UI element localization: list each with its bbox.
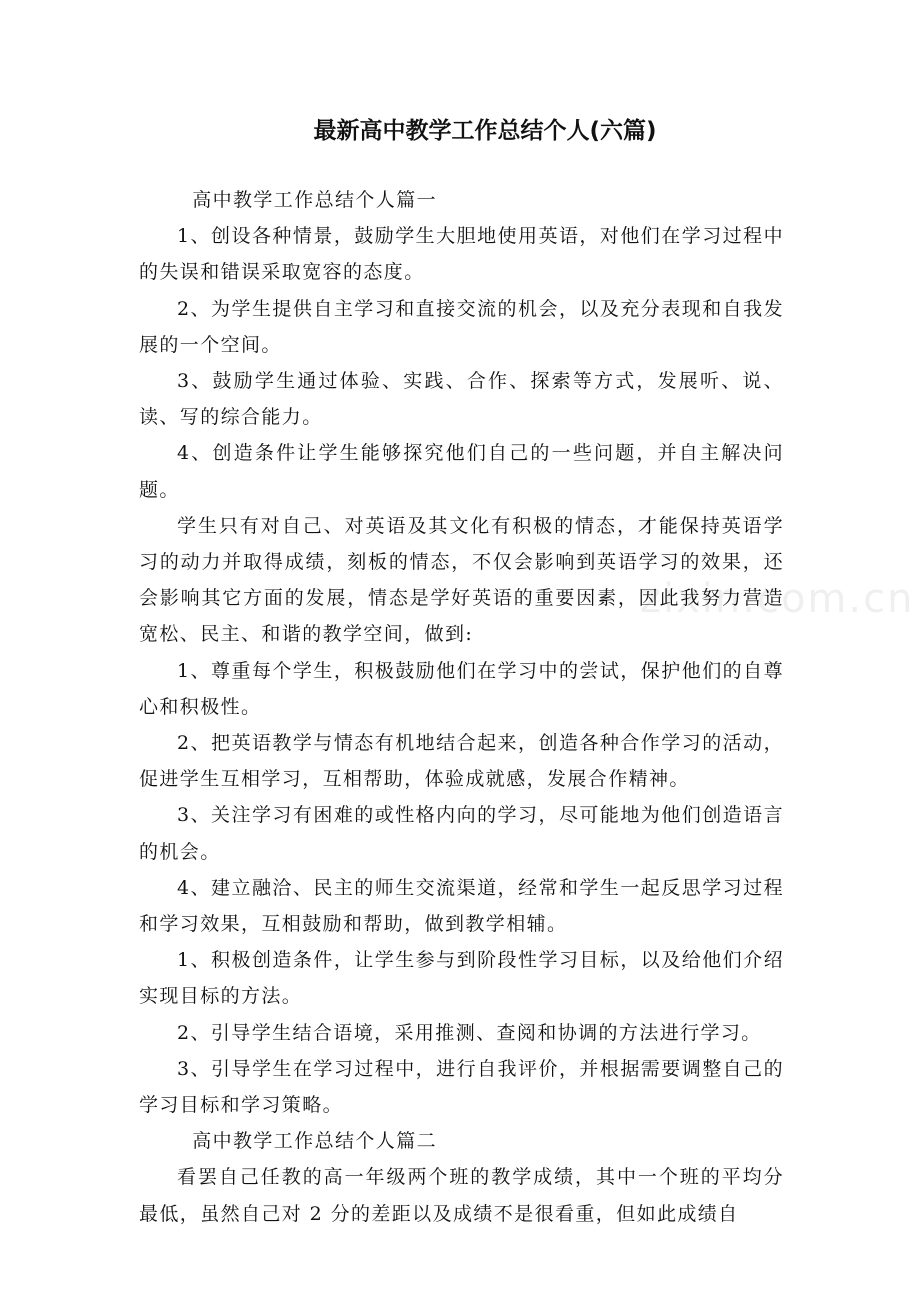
paragraph: 2、引导学生结合语境，采用推测、查阅和协调的方法进行学习。 — [177, 1021, 762, 1044]
paragraph: 看罢自己任教的高一年级两个班的教学成绩，其中一个班的平均分最低，虽然自己对 2 分的差距以及成绩不是很看重，但如此成绩自 — [139, 1166, 784, 1225]
watermark: zixin.com.cn — [640, 576, 915, 622]
paragraph: 1、创设各种情景，鼓励学生大胆地使用英语，对他们在学习过程中的失误和错误采取宽容的态度。 — [139, 225, 784, 284]
section-heading: 高中教学工作总结个人篇一 — [192, 189, 437, 211]
section-heading: 高中教学工作总结个人篇二 — [192, 1130, 437, 1153]
paragraph: 3、关注学习有困难的或性格内向的学习，尽可能地为他们创造语言的机会。 — [139, 804, 784, 863]
paragraph: 4、创造条件让学生能够探究他们自己的一些问题，并自主解决问题。 — [139, 442, 784, 501]
paragraph: 学生只有对自己、对英语及其文化有积极的情态，才能保持英语学习的动力并取得成绩，刻板的情态，不仅会影响到英语学习的效果，还会影响其它方面的发展，情态是学好英语的重要因素，因此我努力营造宽松、民主、和谐的教学空间，做到: — [139, 514, 784, 646]
paragraph: 2、把英语教学与情态有机地结合起来，创造各种合作学习的活动，促进学生互相学习，互相帮助，体验成就感，发展合作精神。 — [139, 732, 784, 791]
document-title: 最新高中教学工作总结个人(六篇) — [313, 118, 657, 144]
paragraph: 4、建立融洽、民主的师生交流渠道，经常和学生一起反思学习过程和学习效果，互相鼓励和帮助，做到教学相辅。 — [139, 876, 784, 936]
document-body — [139, 182, 784, 1232]
paragraph: 1、尊重每个学生，积极鼓励他们在学习中的尝试，保护他们的自尊心和积极性。 — [139, 659, 784, 718]
paragraph: 1、积极创造条件，让学生参与到阶段性学习目标，以及给他们介绍实现目标的方法。 — [139, 949, 784, 1008]
paragraph: 3、引导学生在学习过程中，进行自我评价，并根据需要调整自己的学习目标和学习策略。 — [139, 1057, 784, 1117]
paragraph: 2、为学生提供自主学习和直接交流的机会，以及充分表现和自我发展的一个空间。 — [139, 297, 784, 356]
paragraph: 3、鼓励学生通过体验、实践、合作、探索等方式，发展听、说、读、写的综合能力。 — [139, 370, 784, 429]
